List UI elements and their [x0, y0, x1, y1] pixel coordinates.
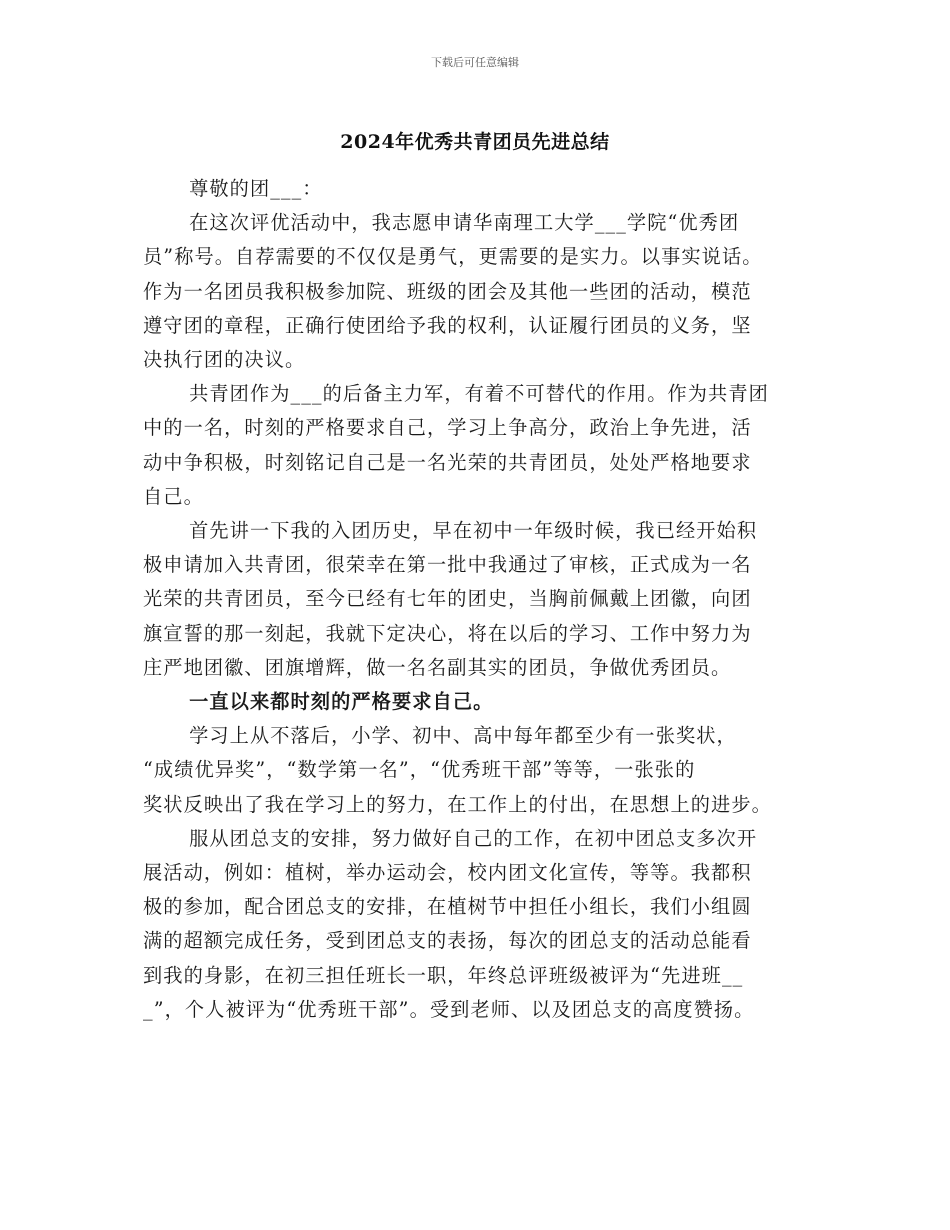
text-line: 庄严地团徽、团旗增辉，做一名名副其实的团员，争做优秀团员。 [143, 655, 732, 679]
text-line: 旗宣誓的那一刻起，我就下定决心，将在以后的学习、工作中努力为 [143, 621, 752, 645]
paragraph [143, 206, 811, 377]
text-line: _”，个人被评为“优秀班干部”。受到老师、以及团总支的高度赞扬。 [143, 997, 755, 1021]
document-body [143, 172, 811, 1027]
text-line: 首先讲一下我的入团历史，早在初中一年级时候，我已经开始积 [189, 519, 758, 543]
text-line: 极申请加入共青团，很荣幸在第一批中我通过了审核，正式成为一名 [143, 553, 752, 577]
text-line: 极的参加，配合团总支的安排，在植树节中担任小组长，我们小组圆 [143, 895, 752, 919]
text-line: 作为一名团员我积极参加院、班级的团会及其他一些团的活动，模范 [143, 279, 752, 303]
text-line: 到我的身影，在初三担任班长一职，年终总评班级被评为“先进班__ [143, 963, 744, 987]
header-note: 下载后可任意编辑 [431, 56, 519, 69]
paragraph [143, 514, 811, 685]
text-line: 满的超额完成任务，受到团总支的表扬，每次的团总支的活动总能看 [143, 929, 752, 953]
text-line: 光荣的共青团员，至今已经有七年的团史，当胸前佩戴上团徽，向团 [143, 587, 752, 611]
paragraph [143, 719, 811, 822]
section-heading [143, 685, 811, 719]
text-line: 动中争积极，时刻铭记自己是一名光荣的共青团员，处处严格地要求 [143, 450, 752, 474]
text-line: 一直以来都时刻的严格要求自己。 [189, 690, 494, 714]
text-line: 决执行团的决议。 [143, 348, 306, 372]
text-line: 共青团作为___的后备主力军，有着不可替代的作用。作为共青团 [189, 382, 769, 406]
paragraph [143, 377, 811, 514]
paragraph [143, 172, 811, 206]
text-line: 服从团总支的安排，努力做好自己的工作，在初中团总支多次开 [189, 826, 758, 850]
text-line: 学习上从不落后，小学、初中、高中每年都至少有一张奖状， [189, 724, 737, 748]
document-title: 2024年优秀共青团员先进总结 [340, 131, 610, 153]
text-line: 尊敬的团___： [189, 177, 323, 200]
paragraph [143, 822, 811, 1027]
text-line: 自己。 [143, 484, 204, 508]
text-line: 遵守团的章程，正确行使团给予我的权利，认证履行团员的义务，坚 [143, 313, 752, 337]
text-line: 奖状反映出了我在学习上的努力，在工作上的付出，在思想上的进步。 [143, 792, 772, 816]
text-line: 员”称号。自荐需要的不仅仅是勇气，更需要的是实力。以事实说话。 [143, 245, 763, 269]
text-line: 展活动，例如：植树，举办运动会，校内团文化宣传，等等。我都积 [143, 861, 752, 885]
text-line: 中的一名，时刻的严格要求自己，学习上争高分，政治上争先进，活 [143, 416, 752, 440]
text-line: “成绩优异奖”，“数学第一名”，“优秀班干部”等等，一张张的 [143, 758, 696, 782]
text-line: 在这次评优活动中，我志愿申请华南理工大学___学院“优秀团 [189, 211, 740, 235]
